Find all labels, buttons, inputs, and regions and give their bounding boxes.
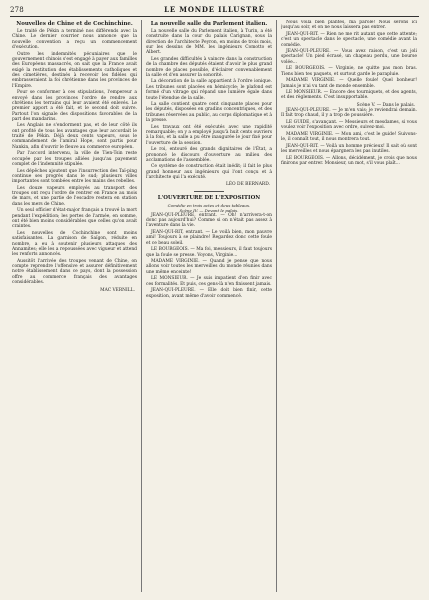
- article-title-chine: Nouvelles de Chine et de Cochinchine.: [16, 21, 133, 27]
- paragraph: JEAN-QUI-PLEURE. — Vous avez raison, c'est un joli spectacle! Un pied écrasé, un chapeau perdu, une bourse volée...: [281, 49, 417, 65]
- page-number: 278: [10, 5, 24, 14]
- author-signature: MAC VERNILL.: [100, 287, 135, 293]
- paragraph: Nous voilà bien plantés, ma parole! Nous serons ici jusqu'au soir, et on ne nous laissera pas entrer.: [281, 20, 417, 31]
- paragraph: Par l'accord intervenu, la ville de Tien-Tsin reste occupée par les troupes alliées jusqu'au payement complet de l'indemnité stipulée.: [12, 151, 137, 167]
- paragraph: Le traité de Pékin a terminé nos différends avec la Chine. Le dernier courrier nous annonce que la nouvelle convention a reçu un commencement d'exécution.: [12, 29, 137, 51]
- header-rule: [10, 16, 419, 17]
- paragraph: Les nouvelles de Cochinchine sont moins satisfaisantes. La garnison de Saïgon, réduite en nombre, a eu à soutenir plusieurs attaques des Annamites; elle les a repoussées avec vigueur et attend les renforts annoncés.: [12, 230, 137, 258]
- paragraph: MADAME VIRGINIE. — Quelle foule! Quel bonheur! Jamais je n'ai vu tant de monde ensemble.: [281, 78, 417, 89]
- paragraph: Les douze vapeurs employés au transport des troupes ont reçu l'ordre de rentrer en France au mois de mars, et une partie de l'escadre restera en station dans les mers de Chine.: [12, 185, 137, 207]
- paragraph: La décoration de la salle appartient à l'ordre ionique. Les tribunes sont placées en hémicycle; le plafond est formé d'un vitrage qui répand une lumière égale dans toute l'étendue de la salle.: [146, 79, 272, 101]
- paragraph: Le roi, entouré des grands dignitaires de l'État, a prononcé le discours d'ouverture au milieu des acclamations de l'assemblée.: [146, 147, 272, 163]
- paragraph: Les Anglais ne s'endorment pas, et de leur côté ils ont profité de tous les avantages que leur accordait le traité de Pékin. Déjà deux cents vapeurs, sous le commandement de l'amiral Hope, sont partis pour Nankin, afin d'ouvrir le fleuve au commerce européen.: [12, 123, 137, 150]
- paragraph: La nouvelle salle du Parlement italien, à Turin, a été construite dans la cour du palais Carignan, sous la direction de l'architecte Peyron, en moins de trois mois, sur les dessins de MM. les ingénieurs Comotto et Albert.: [146, 29, 272, 56]
- column-1: [12, 20, 137, 592]
- paragraph: JEAN-QUI-RIT. — Rien ne me rit autant que cette attente; c'est un spectacle dans le spectacle, une comédie avant la comédie.: [281, 31, 417, 48]
- paragraph: Outre les indemnités pécuniaires que le gouvernement chinois s'est engagé à payer aux familles des Européens massacrés, on sait que la France avait exigé la restitution des établissements catholiques et des cimetières, destinés à recevoir les fidèles qui embrasseraient la foi chrétienne dans les provinces de l'Empire.: [12, 51, 137, 89]
- column-3: [281, 20, 417, 592]
- paragraph: LE BOURGEOIS. — Virginie, ne quitte pas mon bras. Tiens bien tes paquets, et surtout garde le parapluie.: [281, 66, 417, 77]
- paragraph: Les dépêches ajoutent que l'insurrection des Taï-ping continue ses progrès dans le sud; plusieurs villes importantes sont tombées entre les mains des rebelles.: [12, 168, 137, 185]
- article-byline: Scène IV. — Devant le palais.: [179, 207, 239, 213]
- paragraph: La salle contient quatre cent cinquante places pour les députés, disposées en gradins concentriques, et des tribunes réservées au public, au corps diplomatique et à la presse.: [146, 102, 272, 124]
- paragraph: LE MONSIEUR. — Je suis impatient d'en finir avec ces formalités. Et puis, ces gens-là n'en finissent jamais.: [146, 276, 272, 287]
- paragraph: Un seul officier d'état-major français a trouvé la mort pendant l'expédition; les pertes de l'armée, en somme, ont été bien moins considérables que celles qu'on avait craintes.: [12, 208, 137, 230]
- paragraph: LE BOURGEOIS. — Ma foi, messieurs, il faut toujours que la foule se presse. Voyons, Virginie...: [146, 247, 272, 258]
- paragraph: MADAME VIRGINIE. — Quand je pense que nous allons voir toutes les merveilles du monde réunies dans une même enceinte!: [146, 259, 272, 275]
- col1-paragraphs: [12, 29, 137, 286]
- article-title-parlement: La nouvelle salle du Parlement italien.: [150, 21, 268, 27]
- page-header: [10, 4, 419, 15]
- scene-marker: Scène V. — Dans le palais.: [356, 102, 415, 108]
- paragraph: Aussitôt l'arrivée des troupes venant de Chine, on compte reprendre l'offensive et assurer définitivement notre établissement dans ce pays, dont la possession offre au commerce français des avantages considérables.: [12, 258, 137, 286]
- article-title-exposition: L'OUVERTURE DE L'EXPOSITION: [157, 194, 261, 201]
- section-separator: [194, 191, 224, 192]
- paragraph: Pour se conformer à ces stipulations, l'empereur a envoyé dans les provinces l'ordre de rendre aux chrétiens les terrains qui leur avaient été enlevés. Le premier apport a été fait, et le second doit suivre. Partout l'on signale des dispositions favorables de la part des mandarins.: [12, 90, 137, 122]
- paragraph: JEAN-QUI-PLEURE. — Je m'en vais; je reviendrai demain. Il fait trop chaud, il y a trop de poussière.: [281, 108, 417, 119]
- paragraph: MADAME VIRGINIE. — Mon ami, c'est le guide! Suivons-le, il connaît tout, il nous montrera tout.: [281, 131, 417, 143]
- author-signature: LÉO DE BERNARD.: [225, 182, 270, 188]
- paragraph: Ce système de construction était inédit; il fait le plus grand honneur aux ingénieurs qui l'ont conçu et à l'architecte qui l'a exécuté.: [146, 164, 272, 181]
- column-divider: [141, 20, 142, 592]
- paragraph: LE BOURGEOIS. — Allons, décidément, je crois que nous finirons par entrer. Monsieur, un mot, s'il vous plaît...: [281, 155, 417, 166]
- paragraph: JEAN-QUI-RIT. — Voilà un homme précieux! Il sait où sont les merveilles et nous épargnera les pas inutiles.: [281, 143, 417, 155]
- paragraph: JEAN-QUI-PLEURE. — Elle doit bien finir, cette exposition, avant même d'avoir commencé.: [146, 288, 272, 299]
- article-subtitle: Comédie en trois actes et deux tableaux.: [167, 202, 251, 208]
- column-2: [146, 20, 272, 592]
- paragraph: LE MONSIEUR. — Encore des tourniquets, et des agents, et des règlements. C'est insupportable.: [281, 90, 417, 101]
- column-divider: [276, 20, 277, 592]
- paragraph: LE GUIDE, s'avançant. — Messieurs et mesdames, si vous voulez voir l'exposition avec ordre, suivez-moi.: [281, 119, 417, 131]
- paragraph: Les grandes difficultés à vaincre dans la construction de la chambre des députés étaient d'avoir le plus grand nombre de places possible, d'éclairer convenablement la salle et d'en assurer la sonorité.: [146, 56, 272, 78]
- paragraph: JEAN-QUI-RIT, entrant. — Le voilà bien, mon pauvre ami! Toujours à se plaindre! Regardez donc cette foule et ce beau soleil.: [146, 229, 272, 246]
- masthead: LE MONDE ILLUSTRÉ: [164, 5, 265, 14]
- paragraph: JEAN-QUI-PLEURE, entrant. — Oh! n'arrivera-t-on donc pas aujourd'hui? Comme si on n'était pas assez à l'aventure dans la vie.: [146, 212, 272, 229]
- paragraph: Les travaux ont été exécutés avec une rapidité remarquable; on y a employé jusqu'à huit cents ouvriers à la fois, et la salle a pu être inaugurée le jour fixé pour l'ouverture de la session.: [146, 124, 272, 146]
